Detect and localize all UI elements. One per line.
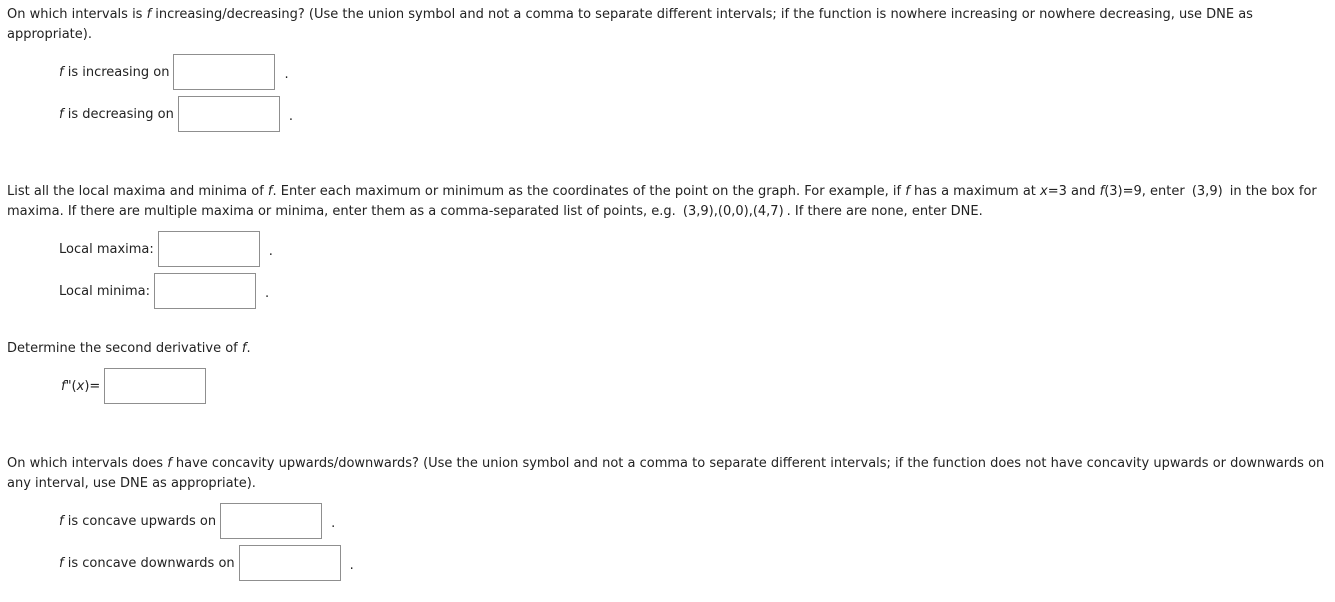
local-minima-input[interactable] (154, 273, 256, 309)
concave-up-input[interactable] (220, 503, 322, 539)
second-derivative-row (61, 368, 206, 404)
local-maxima-input[interactable] (158, 231, 260, 267)
decreasing-input[interactable] (178, 96, 280, 132)
concave-down-row (59, 545, 354, 581)
concave-up-period: . (331, 515, 336, 531)
second-derivative-input[interactable] (104, 368, 206, 404)
local-maxima-period: . (268, 243, 273, 259)
increasing-label: f is increasing on (59, 64, 170, 80)
decreasing-row (59, 96, 293, 132)
increasing-row (59, 54, 289, 90)
local-minima-period: . (264, 285, 270, 301)
local-minima-label: Local minima: (59, 283, 150, 299)
concavity-question: On which intervals does f have concavity upwards/downwards? (Use the union symbol and not a comma to separate different intervals; if the function does not have concavity upwards or downwards on any interval, use DNE as appropriate). (7, 456, 1325, 491)
local-minima-row (59, 273, 269, 309)
concave-up-row (59, 503, 335, 539)
example-point: (3,9) (1191, 184, 1223, 199)
increasing-input[interactable] (173, 54, 275, 90)
increasing-decreasing-question: On which intervals is f increasing/decreasing? (Use the union symbol and not a comma to separate different intervals; if the function is nowhere increasing or nowhere decreasing, use DNE as appropriate). (7, 7, 1253, 42)
second-derivative-question: Determine the second derivative of f. (7, 341, 251, 356)
local-extrema-question: List all the local maxima and minima of f. Enter each maximum or minimum as the coordinates of the point on the graph. For example, if f has a maximum at x=3 and f(3)=9, enter (3,9) in the box for maxima. If there are multiple maxima or minima, enter them as a comma-separated list of points, e.g. (3,9),(0,0),(4,7) . If there are none, enter DNE. (7, 184, 1317, 219)
decreasing-label: f is decreasing on (59, 106, 174, 122)
concave-down-label: f is concave downwards on (59, 555, 235, 571)
concave-up-label: f is concave upwards on (59, 513, 217, 529)
increasing-period: . (284, 66, 289, 82)
decreasing-period: . (288, 108, 293, 124)
second-derivative-label: f"(x)= (61, 378, 101, 394)
concave-down-period: . (349, 557, 354, 573)
local-maxima-row (59, 231, 273, 267)
concave-down-input[interactable] (239, 545, 341, 581)
local-maxima-label: Local maxima: (59, 241, 154, 257)
example-point-list: (3,9),(0,0),(4,7) (682, 204, 784, 219)
